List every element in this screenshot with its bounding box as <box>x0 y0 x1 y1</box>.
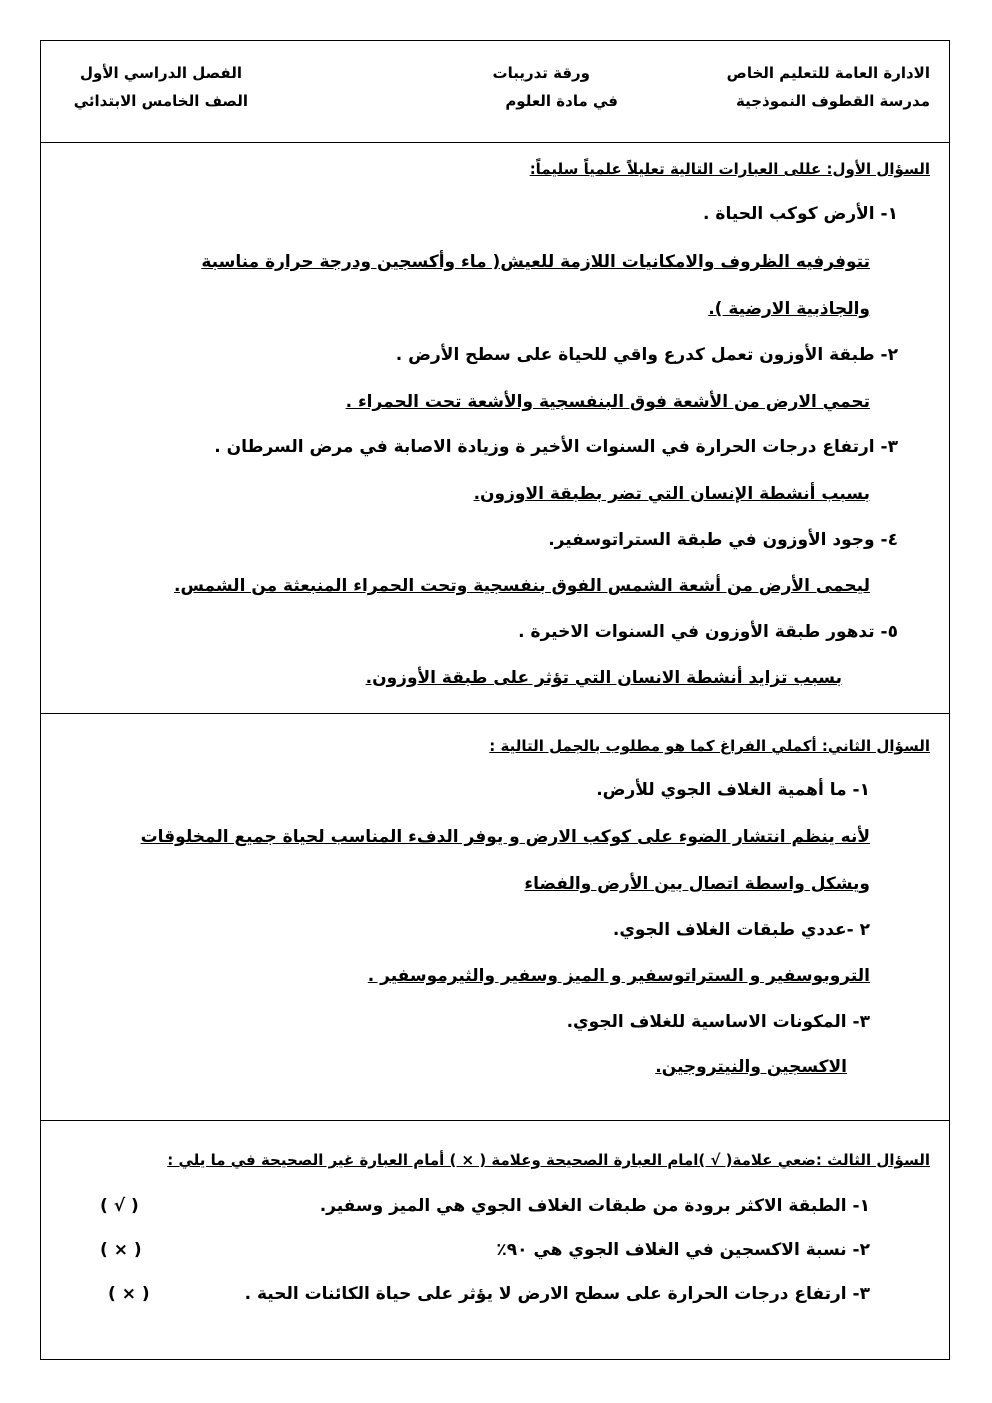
q1-item-3: ٣- ارتفاع درجات الحرارة في السنوات الأخير ة وزيادة الاصابة في مرض السرطان . <box>214 437 898 457</box>
q2-answer-1a: لأنه ينظم انتشار الضوء على كوكب الارض و يوفر الدفء المناسب لحياة جميع المخلوقات <box>140 827 870 847</box>
q3-mark-1: ( √ ) <box>100 1196 139 1216</box>
q2-item-2: ٢ -عددي طبقات الغلاف الجوي. <box>612 920 870 940</box>
q3-title: السؤال الثالث :ضعي علامة( √ )امام العبارة الصحيحة وعلامة ( × ) أمام العبارة غير الصحيحة في ما يلي : <box>167 1151 930 1169</box>
q1-item-2: ٢- طبقة الأوزون تعمل كدرع واقي للحياة على سطح الأرض . <box>395 345 898 365</box>
header-subject: في مادة العلوم <box>505 92 618 110</box>
q3-mark-2: ( × ) <box>100 1240 142 1260</box>
q1-answer-4: ليحمى الأرض من أشعة الشمس الفوق بنفسجية وتحت الحمراء المنبعثة من الشمس. <box>174 576 870 596</box>
header-worksheet: ورقة تدريبات <box>492 64 590 82</box>
q1-item-5: ٥- تدهور طبقة الأوزون في السنوات الاخيرة . <box>518 622 898 642</box>
q1-title: السؤال الأول: عللى العبارات التالية تعليلاً علمياً سليماً: <box>529 160 930 178</box>
section-divider-2 <box>40 1120 950 1121</box>
header-grade: الصف الخامس الابتدائي <box>73 92 248 110</box>
q2-title: السؤال الثاني: أكملي الفراغ كما هو مطلوب بالجمل التالية : <box>489 737 930 755</box>
section-divider-1 <box>40 713 950 714</box>
q2-item-1: ١- ما أهمية الغلاف الجوي للأرض. <box>596 780 870 800</box>
q3-item-1: ١- الطبقة الاكثر برودة من طبقات الغلاف الجوي هي الميز وسفير. <box>319 1196 870 1216</box>
q1-item-1: ١- الأرض كوكب الحياة . <box>703 204 898 224</box>
q1-answer-3: بسبب أنشطة الإنسان التي تضر بطبقة الاوزون. <box>473 484 870 504</box>
q2-item-3: ٣- المكونات الاساسية للغلاف الجوي. <box>566 1012 870 1032</box>
header-term: الفصل الدراسي الأول <box>80 64 242 82</box>
q1-answer-5: بسبب تزايد أنشطة الانسان التي تؤثر على طبقة الأوزون. <box>365 668 842 688</box>
q1-answer-2: تحمي الارض من الأشعة فوق البنفسجية والأشعة تحت الحمراء . <box>345 392 870 412</box>
q3-mark-3: ( × ) <box>108 1284 150 1304</box>
header-admin: الادارة العامة للتعليم الخاص <box>726 64 930 82</box>
header-divider <box>40 142 950 143</box>
q2-answer-2: التروبوسفير و الستراتوسفير و الميز وسفير والثيرموسفير . <box>367 966 870 986</box>
q1-answer-1a: تتوفرفيه الظروف والامكانيات اللازمة للعيش( ماء وأكسجين ودرجة حرارة مناسبة <box>201 252 870 272</box>
q3-item-2: ٢- نسبة الاكسجين في الغلاف الجوي هي ٩٠٪ <box>496 1240 870 1260</box>
q2-answer-3: الاكسجين والنيتروجين. <box>655 1057 847 1077</box>
header-school: مدرسة القطوف النموذجية <box>736 92 930 110</box>
q1-item-4: ٤- وجود الأوزون في طبقة الستراتوسفير. <box>548 530 898 550</box>
q3-item-3: ٣- ارتفاع درجات الحرارة على سطح الارض لا يؤثر على حياة الكائنات الحية . <box>244 1284 870 1304</box>
q1-answer-1b: والجاذبية الارضية ). <box>708 299 870 319</box>
q2-answer-1b: ويشكل واسطة اتصال بين الأرض والفضاء <box>524 874 870 894</box>
